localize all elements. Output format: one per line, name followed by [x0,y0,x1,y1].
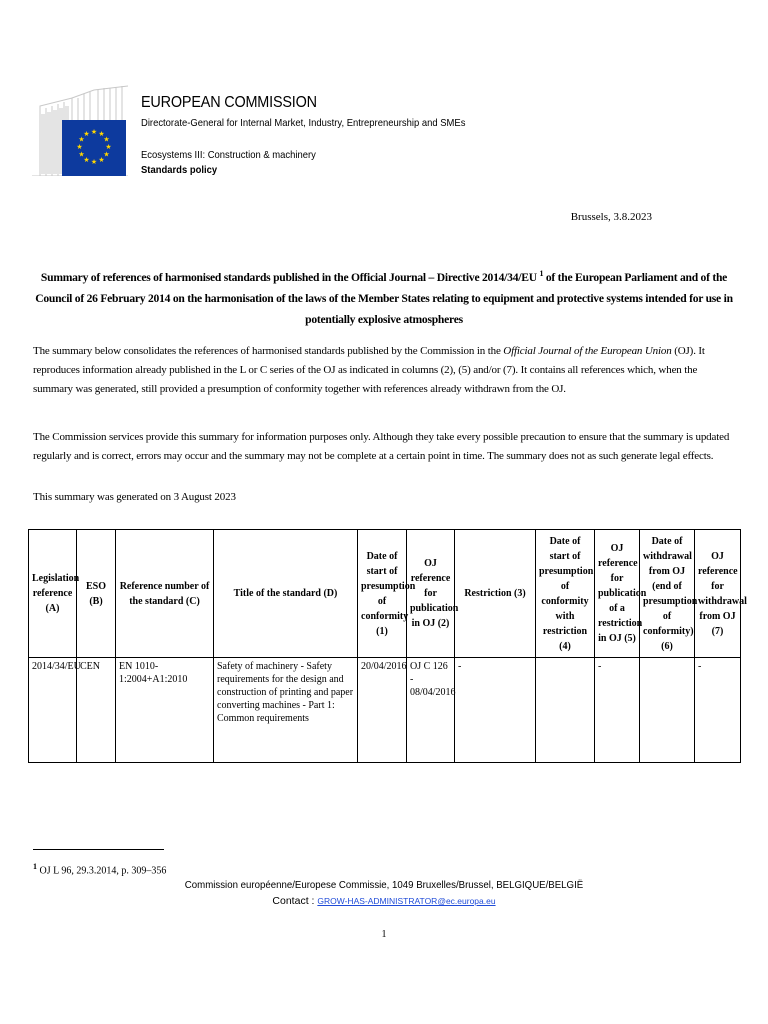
cell-oj-withdrawal: - [695,658,741,763]
cell-oj-publication: OJ C 126 - 08/04/2016 [407,658,455,763]
document-title [30,263,738,330]
directorate-name: Directorate-General for Internal Market, Industry, Entrepreneurship and SMEs [141,117,466,129]
generated-date-paragraph: This summary was generated on 3 August 2023 [33,491,236,503]
table-row [29,658,741,763]
svg-text:★: ★ [78,150,85,159]
column-header: OJ reference for publication in OJ (2) [407,530,455,658]
column-header: Date of withdrawal from OJ (end of presumption of conformity) (6) [640,530,695,658]
document-date: Brussels, 3.8.2023 [570,211,652,223]
svg-text:★: ★ [105,143,112,151]
contact-label: Contact : [272,895,318,907]
footer-address: Commission européenne/Europese Commissie, 1049 Bruxelles/Brussel, BELGIQUE/BELGIË [184,879,584,891]
column-header: OJ reference for withdrawal from OJ (7) [695,530,741,658]
svg-text:★: ★ [98,156,105,164]
column-header: Date of start of presumption of conformity (1) [358,530,407,658]
title-part-1: Summary of references of harmonised standards published in the Official Journal – Directive 2014/34/EU [40,270,537,284]
column-header: Reference number of the standard (C) [116,530,214,658]
intro-text-a: The summary below consolidates the references of harmonised standards published by the Commission in the [33,345,504,357]
svg-text:★: ★ [78,135,85,144]
intro-paragraph [33,342,739,399]
svg-text:★: ★ [90,128,98,136]
column-header: Date of start of presumption of conformity with restriction (4) [536,530,595,658]
column-header: Legislation reference (A) [29,530,77,658]
table-header-row [29,530,741,658]
footnote-text: OJ L 96, 29.3.2014, p. 309–356 [37,865,167,877]
standards-table [28,529,747,763]
cell-restriction-start [536,658,595,763]
cell-oj-restriction: - [595,658,640,763]
svg-text:★: ★ [103,150,110,159]
eu-flag-building-logo [32,84,128,176]
cell-restriction: - [455,658,536,763]
page-number: 1 [381,929,387,940]
contact-email-link[interactable]: GROW-HAS-ADMINISTRATOR@ec.europa.eu [317,896,496,906]
intro-text-b: (OJ). It reproduces information already published in the L or C series of the OJ as indicated in columns (2), (5) and/or (7). It contains all references which, when the summary was generated, still provided a presumption of conformity together with references already withdrawn from the OJ. [33,345,705,395]
svg-text:★: ★ [90,158,98,166]
svg-text:★: ★ [76,143,83,151]
footnote-divider [33,849,164,850]
svg-text:★: ★ [103,135,110,144]
footnote [33,862,166,876]
footnote-reference[interactable]: 1 [539,269,544,278]
cell-title: Safety of machinery - Safety requirements for the design and construction of printing and paper converting machines - Part 1: Common requirements [214,658,358,763]
unit-name: Ecosystems III: Construction & machinery [141,149,316,161]
column-header: ESO (B) [77,530,116,658]
cell-withdrawal-date [640,658,695,763]
svg-text:★: ★ [83,156,90,164]
disclaimer-paragraph: The Commission services provide this summary for information purposes only. Although they take every possible precaution to ensure that the summary is updated regularly and is correct, errors may occur and the summary may not be complete at a certain point in time. The summary does not as such generate legal effects. [33,431,730,462]
svg-text:★: ★ [83,130,90,138]
journal-name: Official Journal of the European Union [503,345,672,357]
column-header: Title of the standard (D) [214,530,358,658]
column-header: OJ reference for publication of a restriction in OJ (5) [595,530,640,658]
cell-eso: CEN [77,658,116,763]
column-header: Restriction (3) [455,530,536,658]
footnote-mark: 1 [33,862,37,871]
organisation-name: EUROPEAN COMMISSION [141,94,317,111]
title-part-2: of the European Parliament and of the Council of 26 February 2014 on the harmonisation of the laws of the Member States relating to equipment and protective systems intended for use in potentially explosive atmospheres [35,270,733,326]
cell-reference: EN 1010-1:2004+A1:2010 [116,658,214,763]
cell-start-date: 20/04/2016 [358,658,407,763]
cell-legislation: 2014/34/EU [29,658,77,763]
policy-name: Standards policy [141,164,218,176]
svg-text:★: ★ [98,130,105,138]
footer-contact [0,895,768,907]
